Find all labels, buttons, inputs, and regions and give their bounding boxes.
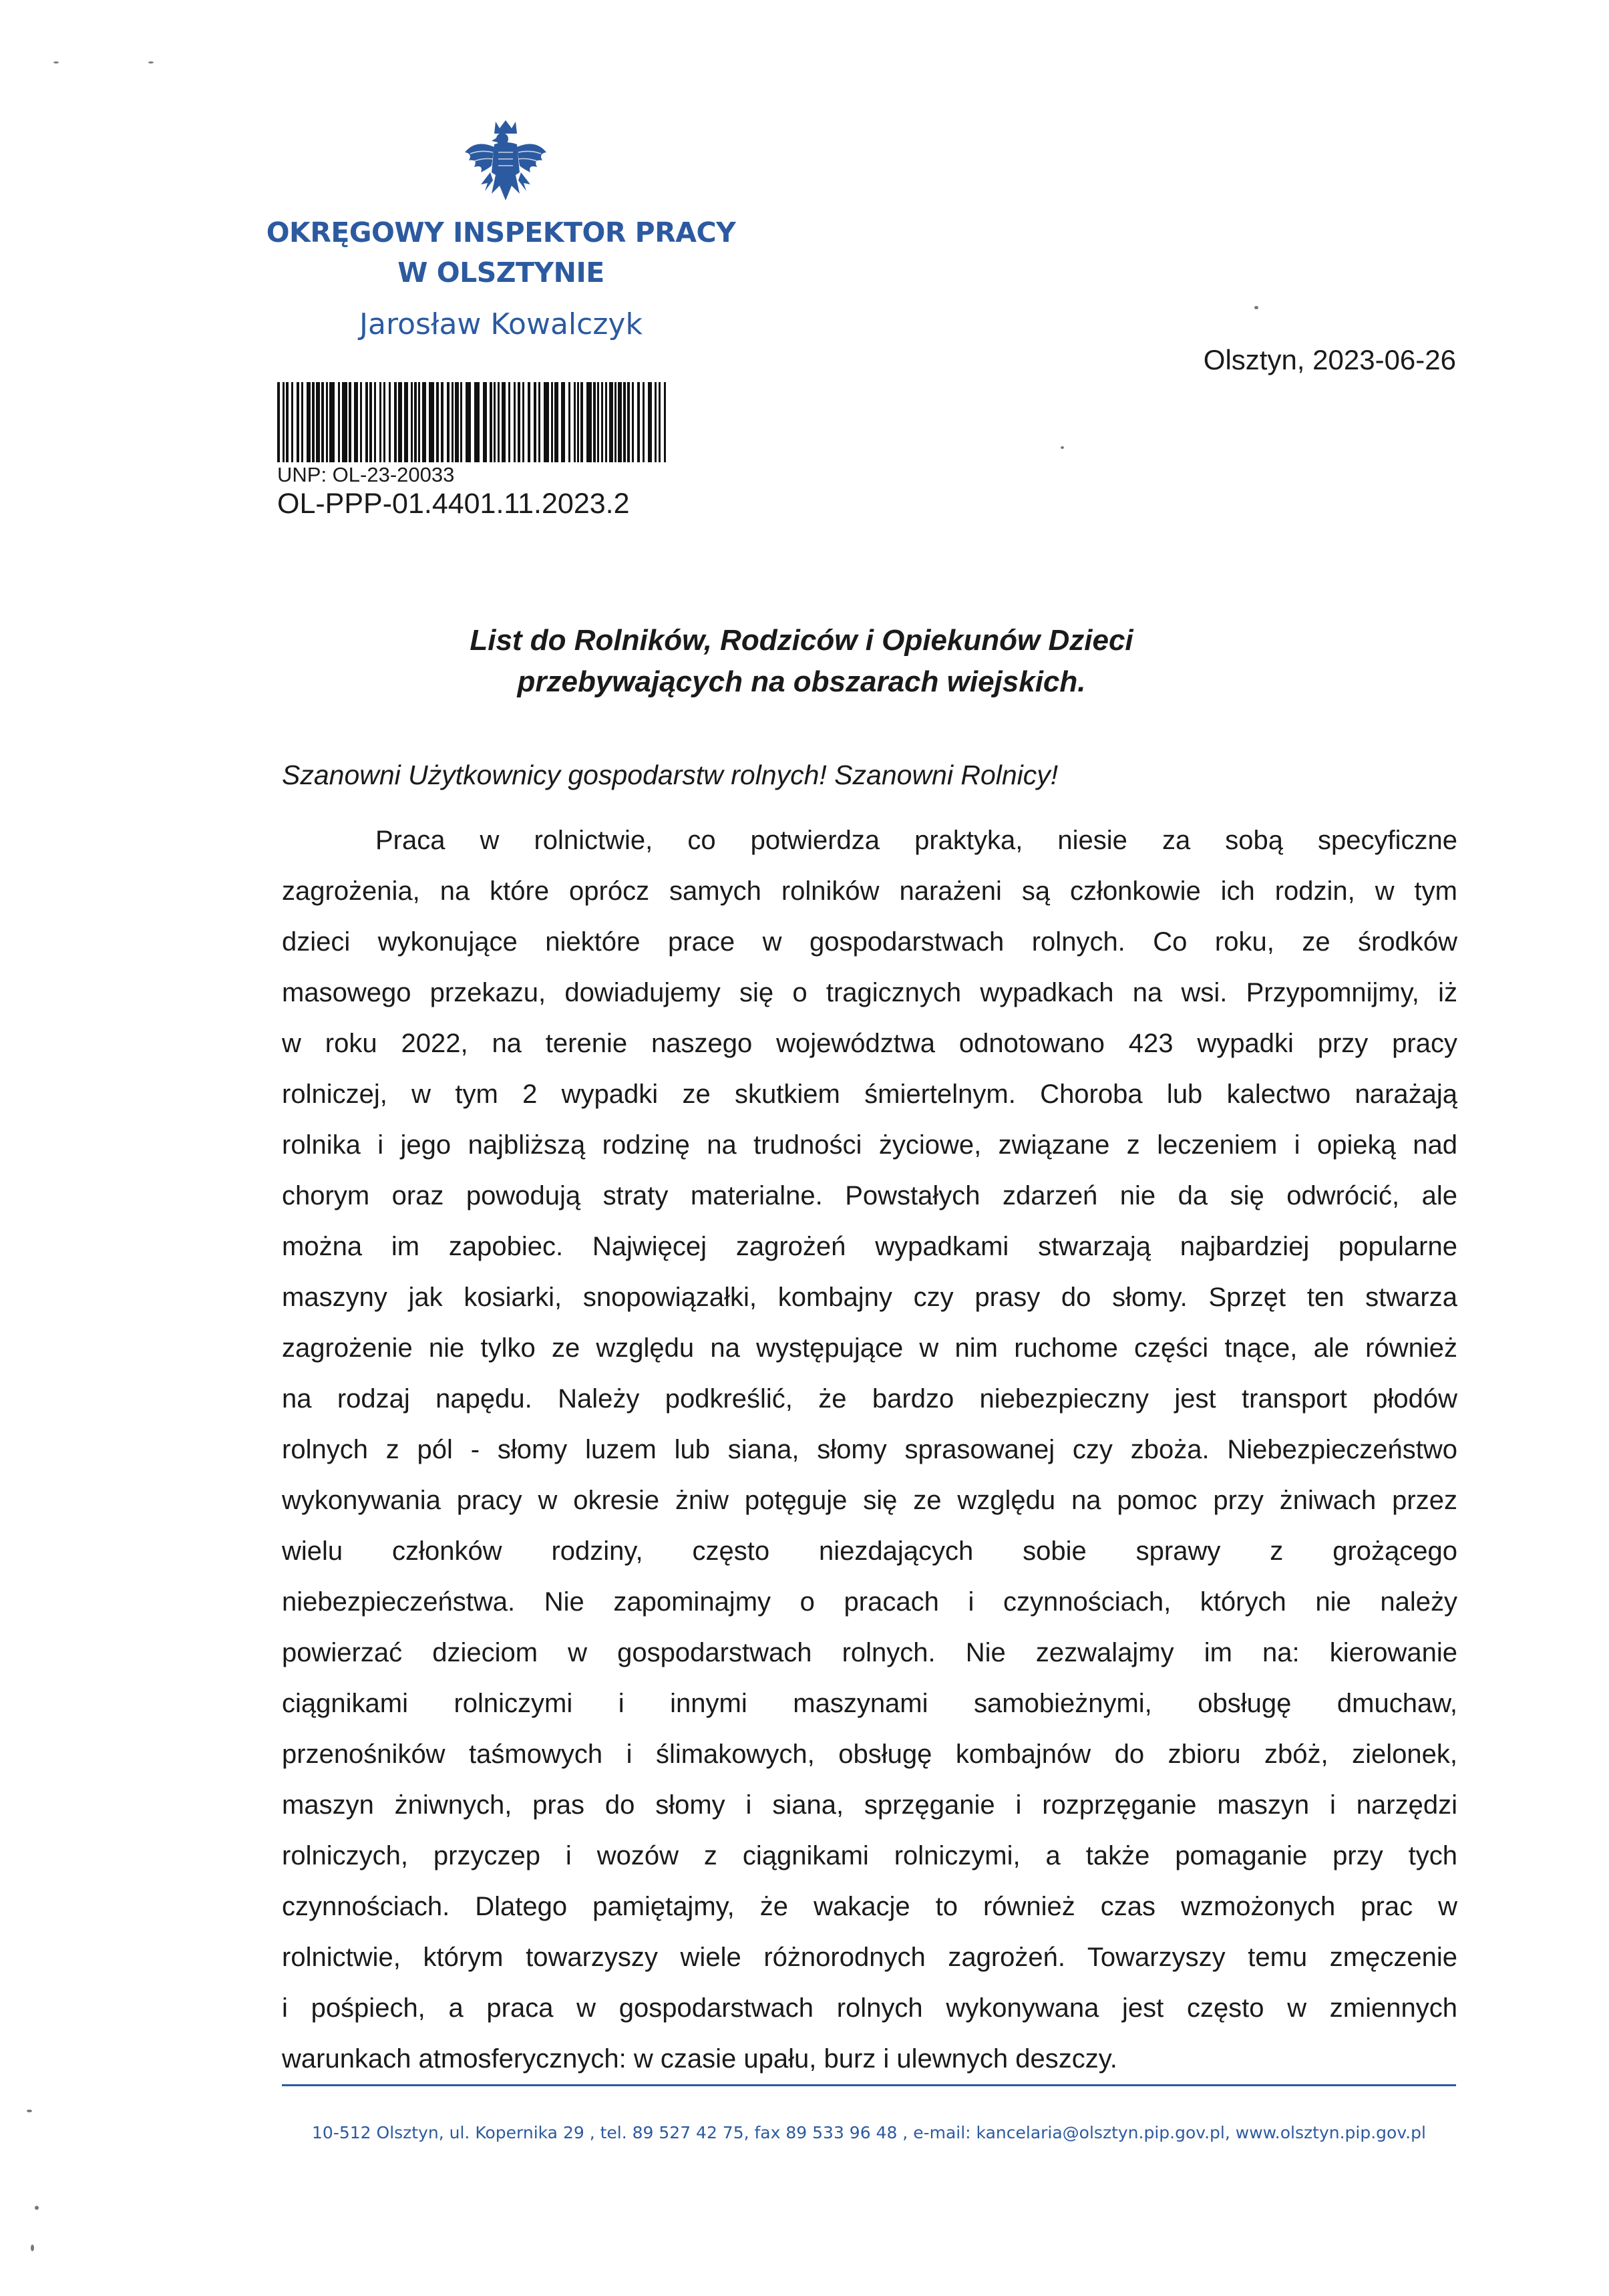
scan-speck: [31, 2245, 34, 2251]
barcode-bar: [389, 382, 391, 462]
barcode-bar: [422, 382, 426, 462]
barcode-bar: [374, 382, 376, 462]
barcode: [277, 382, 668, 462]
scan-speck: [1061, 446, 1064, 449]
barcode-bar: [534, 382, 536, 462]
barcode-bar: [474, 382, 480, 462]
barcode-bar: [441, 382, 443, 462]
barcode-bar: [312, 382, 315, 462]
reference-number: OL-PPP-01.4401.11.2023.2: [277, 488, 630, 520]
body-line: maszyny jak kosiarki, snopowiązałki, kombajny czy prasy do słomy. Sprzęt ten stwarza: [282, 1283, 1457, 1312]
barcode-bar: [632, 382, 634, 462]
barcode-bar: [379, 382, 381, 462]
barcode-bar: [614, 382, 616, 462]
barcode-bar: [643, 382, 645, 462]
barcode-bar: [664, 382, 666, 462]
barcode-bar: [460, 382, 462, 462]
barcode-bar: [301, 382, 303, 462]
barcode-bar: [498, 382, 500, 462]
body-line: rolnych z pól - słomy luzem lub siana, słomy sprasowanej czy zboża. Niebezpieczeństwo: [282, 1435, 1457, 1464]
barcode-bar: [518, 382, 520, 462]
barcode-bar: [394, 382, 397, 462]
office-title-line1: OKRĘGOWY INSPEKTOR PRACY: [266, 216, 736, 249]
barcode-bar: [483, 382, 487, 462]
barcode-bar: [494, 382, 496, 462]
barcode-bar: [544, 382, 549, 462]
footer-contact: 10-512 Olsztyn, ul. Kopernika 29 , tel. 89 527 42 75, fax 89 533 96 48 , e-mail: kancelaria@olsztyn.pip.gov.pl, www.olsztyn.pip.gov.pl: [312, 2123, 1426, 2142]
barcode-bar: [297, 382, 299, 462]
body-line: rolnika i jego najbliższą rodzinę na trudności życiowe, związane z leczeniem i opieką nad: [282, 1130, 1457, 1160]
barcode-bar: [502, 382, 506, 462]
inspector-name: Jarosław Kowalczyk: [359, 307, 643, 341]
barcode-bar: [291, 382, 293, 462]
office-title: [200, 212, 801, 293]
barcode-bar: [354, 382, 358, 462]
body-line: niebezpieczeństwa. Nie zapominajmy o pracach i czynnościach, których nie należy: [282, 1587, 1457, 1617]
scan-speck: [35, 2206, 39, 2210]
barcode-bar: [429, 382, 434, 462]
barcode-bar: [326, 382, 328, 462]
body-line: rolniczych, przyczep i wozów z ciągnikami rolniczymi, a także pomaganie przy tych: [282, 1841, 1457, 1870]
unp-number: UNP: OL-23-20033: [277, 463, 455, 486]
barcode-bar: [514, 382, 516, 462]
barcode-bar: [404, 382, 408, 462]
barcode-bar: [586, 382, 592, 462]
barcode-bar: [554, 382, 558, 462]
body-line: czynnościach. Dlatego pamiętajmy, że wakacje to również czas wzmożonych prac w: [282, 1892, 1457, 1921]
body-line: maszyn żniwnych, pras do słomy i siana, sprzęganie i rozprzęganie maszyn i narzędzi: [282, 1790, 1457, 1820]
barcode-bar: [418, 382, 420, 462]
body-line: przenośników taśmowych i ślimakowych, obsługę kombajnów do zbioru zbóż, zielonek,: [282, 1740, 1457, 1769]
barcode-bar: [398, 382, 402, 462]
scan-speck: [27, 2110, 32, 2112]
barcode-bar: [577, 382, 579, 462]
letter-title-line2: przebywających na obszarach wiejskich.: [517, 665, 1086, 698]
barcode-bar: [490, 382, 492, 462]
barcode-bar: [286, 382, 289, 462]
barcode-bar: [561, 382, 565, 462]
barcode-bar: [383, 382, 385, 462]
body-line: ciągnikami rolniczymi i innymi maszynami samobieżnymi, obsługę dmuchaw,: [282, 1689, 1457, 1718]
body-line: na rodzaj napędu. Należy podkreślić, że bardzo niebezpieczny jest transport płodów: [282, 1384, 1457, 1414]
body-line: chorym oraz powodują straty materialne. Powstałych zdarzeń nie da się odwrócić, ale: [282, 1181, 1457, 1210]
body-line: zagrożenia, na które oprócz samych rolników narażeni są członkowie ich rodzin, w tym: [282, 876, 1457, 906]
barcode-bar: [637, 382, 640, 462]
letter-title: [267, 620, 1336, 703]
barcode-bar: [623, 382, 626, 462]
salutation: Szanowni Użytkownicy gospodarstw rolnych! Szanowni Rolnicy!: [282, 760, 1059, 790]
letter-title-line1: List do Rolników, Rodziców i Opiekunów Dzieci: [470, 624, 1133, 657]
body-line: dzieci wykonujące niektóre prace w gospodarstwach rolnych. Co roku, ze środków: [282, 927, 1457, 957]
barcode-bar: [551, 382, 553, 462]
body-line: powierzać dzieciom w gospodarstwach rolnych. Nie zezwalajmy im na: kierowanie: [282, 1638, 1457, 1667]
barcode-bar: [580, 382, 583, 462]
body-line: w roku 2022, na terenie naszego województwa odnotowano 423 wypadki przy pracy: [282, 1029, 1457, 1058]
body-line: można im zapobiec. Najwięcej zagrożeń wypadkami stwarzają najbardziej popularne: [282, 1232, 1457, 1261]
barcode-bar: [466, 382, 471, 462]
barcode-bar: [447, 382, 450, 462]
office-title-line2: W OLSZTYNIE: [397, 257, 604, 289]
barcode-bar: [365, 382, 368, 462]
barcode-bar: [597, 382, 599, 462]
footer-divider: [282, 2084, 1456, 2086]
barcode-bar: [528, 382, 530, 462]
barcode-bar: [342, 382, 347, 462]
barcode-bar: [307, 382, 311, 462]
barcode-bar: [277, 382, 280, 462]
barcode-bar: [574, 382, 576, 462]
body-line: i pośpiech, a praca w gospodarstwach rolnych wykonywana jest często w zmiennych: [282, 1993, 1457, 2023]
barcode-bar: [321, 382, 324, 462]
scan-speck: [148, 61, 154, 63]
body-line: Praca w rolnictwie, co potwierdza praktyka, niesie za sobą specyficzne: [375, 826, 1457, 855]
barcode-bar: [411, 382, 413, 462]
barcode-bar: [349, 382, 351, 462]
barcode-bar: [338, 382, 340, 462]
letter-body: [282, 815, 1457, 2084]
barcode-bar: [627, 382, 630, 462]
barcode-bar: [329, 382, 335, 462]
barcode-bar: [659, 382, 661, 462]
body-line: rolnictwie, którym towarzyszy wiele różnorodnych zagrożeń. Towarzyszy temu zmęczenie: [282, 1943, 1457, 1972]
barcode-bar: [369, 382, 372, 462]
barcode-bar: [593, 382, 596, 462]
document-date: Olsztyn, 2023-06-26: [1203, 344, 1456, 375]
barcode-bar: [609, 382, 613, 462]
barcode-bar: [648, 382, 652, 462]
body-line: masowego przekazu, dowiadujemy się o tragicznych wypadkach na wsi. Przypomnijmy, iż: [282, 978, 1457, 1007]
barcode-bar: [436, 382, 439, 462]
barcode-bar: [283, 382, 285, 462]
barcode-bar: [414, 382, 417, 462]
barcode-bar: [316, 382, 320, 462]
scan-speck: [53, 61, 59, 63]
barcode-bar: [360, 382, 362, 462]
barcode-bar: [605, 382, 607, 462]
barcode-bar: [601, 382, 603, 462]
body-line: warunkach atmosferycznych: w czasie upału, burz i ulewnych deszczy.: [282, 2044, 1117, 2074]
barcode-bar: [655, 382, 657, 462]
polish-eagle-emblem-icon: [461, 119, 551, 206]
barcode-bar: [452, 382, 454, 462]
barcode-bar: [618, 382, 622, 462]
body-line: zagrożenie nie tylko ze względu na występujące w nim ruchome części tnące, ale również: [282, 1333, 1457, 1363]
barcode-bar: [538, 382, 540, 462]
scan-speck: [1254, 306, 1258, 309]
barcode-bar: [522, 382, 524, 462]
barcode-bar: [455, 382, 459, 462]
body-line: wielu członków rodziny, często niezdających sobie sprawy z grożącego: [282, 1536, 1457, 1566]
body-line: rolniczej, w tym 2 wypadki ze skutkiem śmiertelnym. Choroba lub kalectwo narażają: [282, 1080, 1457, 1109]
barcode-bar: [508, 382, 510, 462]
body-line: wykonywania pracy w okresie żniw potęguje się ze względu na pomoc przy żniwach przez: [282, 1486, 1457, 1515]
barcode-bar: [568, 382, 570, 462]
